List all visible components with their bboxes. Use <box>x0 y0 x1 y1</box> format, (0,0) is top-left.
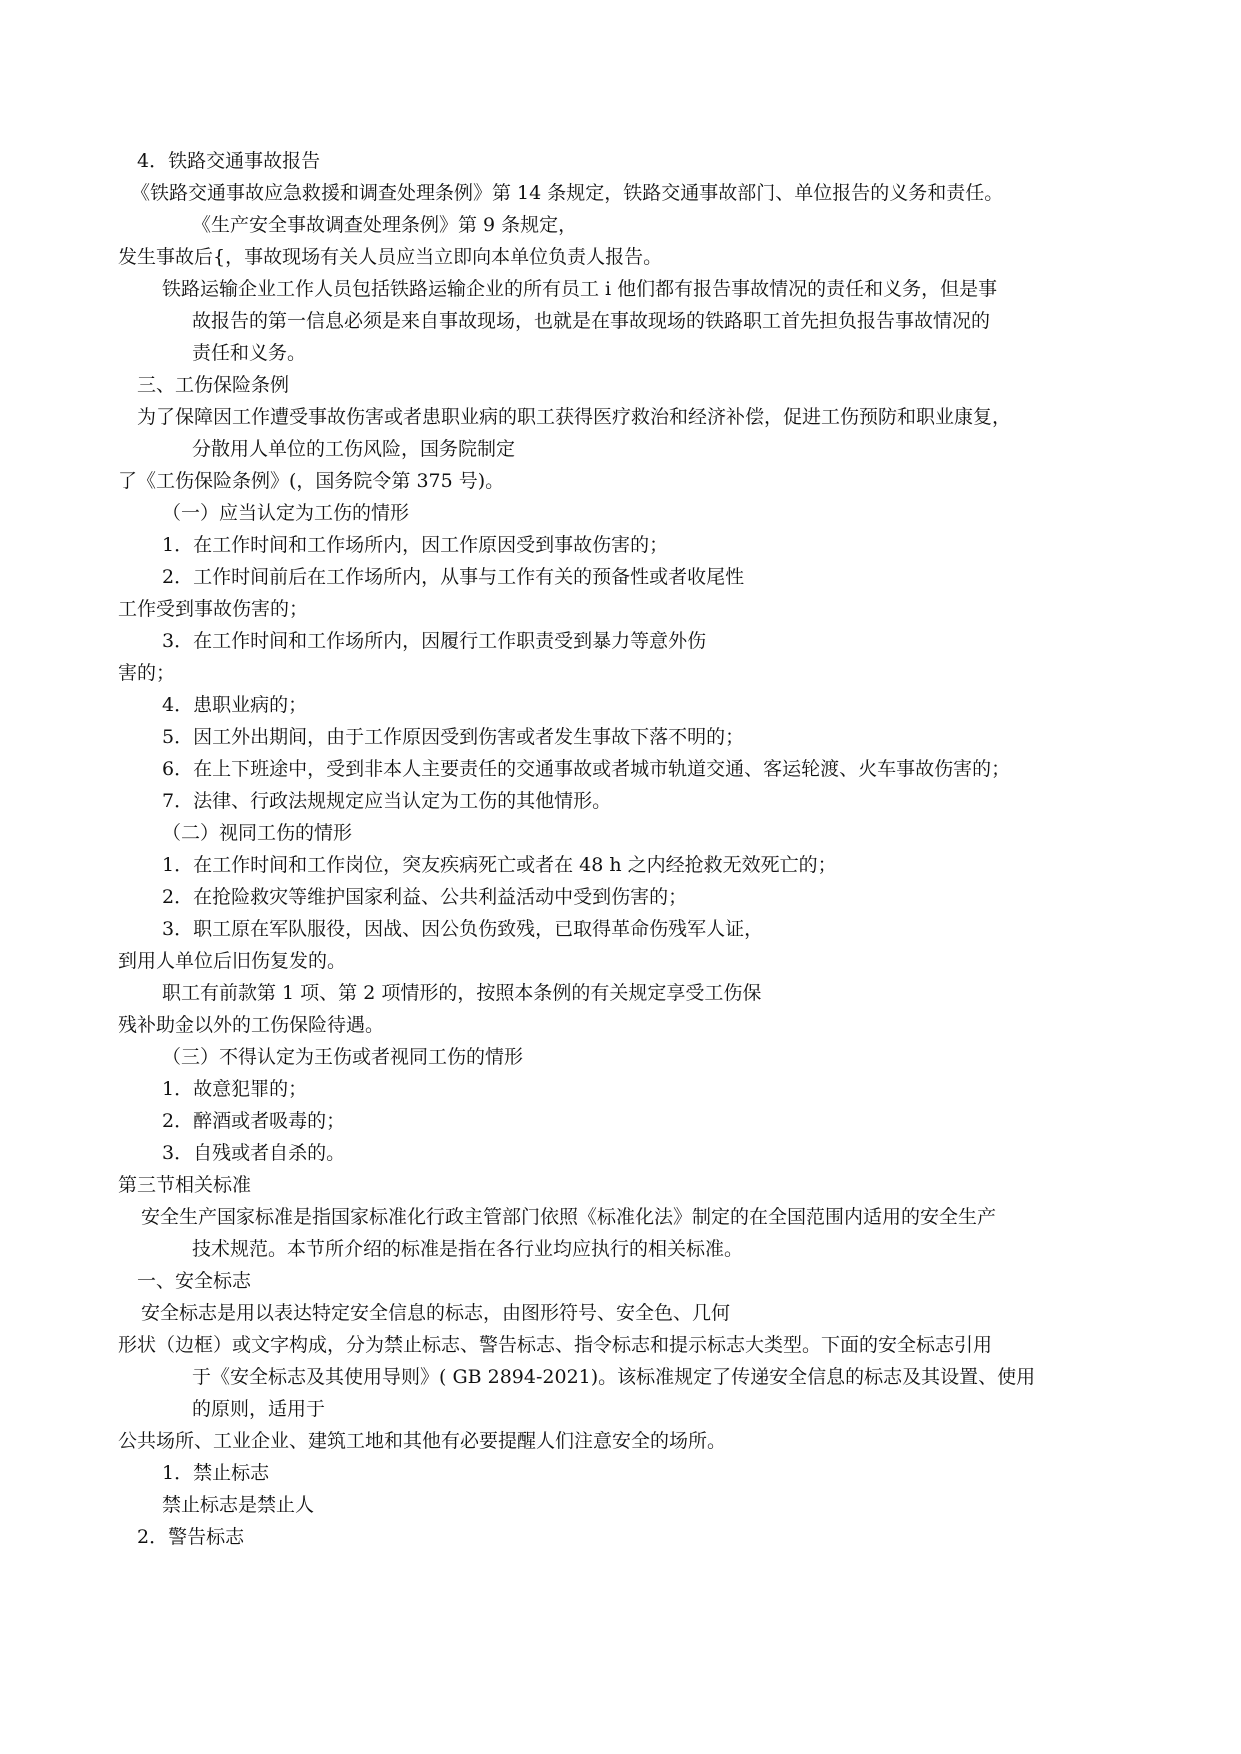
list-item: 3．职工原在军队服役，因战、因公负伤致残，已取得革命伤残军人证， <box>162 918 764 940</box>
paragraph-line: 禁止标志是禁止人 <box>162 1494 315 1516</box>
paragraph-line: 故报告的第一信息必须是来自事故现场，也就是在事故现场的铁路职工首先担负报告事故情况的 <box>192 310 991 332</box>
subheading-warning-signs: 2．警告标志 <box>137 1526 245 1548</box>
list-item: 5．因工外出期间，由于工作原因受到伤害或者发生事故下落不明的； <box>162 726 745 748</box>
paragraph-line: 职工有前款第 1 项、第 2 项情形的，按照本条例的有关规定享受工伤保 <box>162 982 762 1004</box>
subsection-heading: （一）应当认定为工伤的情形 <box>162 502 410 524</box>
list-item: 1．故意犯罪的； <box>162 1078 308 1100</box>
list-item: 6．在上下班途中，受到非本人主要责任的交通事故或者城市轨道交通、客运轮渡、火车事故伤害的； <box>162 758 1011 780</box>
paragraph-line: 形状（边框）或文字构成，分为禁止标志、警告标志、指令标志和提示标志大类型。下面的安全标志引用 <box>118 1334 993 1356</box>
list-item: 2．工作时间前后在工作场所内，从事与工作有关的预备性或者收尾性 <box>162 566 745 588</box>
section-heading-work-injury-insurance: 三、工伤保险条例 <box>137 374 290 396</box>
paragraph-line: 安全生产国家标准是指国家标准化行政主管部门依照《标准化法》制定的在全国范围内适用的安全生产 <box>141 1206 997 1228</box>
paragraph-line: 责任和义务。 <box>192 342 307 364</box>
subsection-heading: （三）不得认定为王伤或者视同工伤的情形 <box>162 1046 524 1068</box>
list-item: 1．在工作时间和工作岗位，突友疾病死亡或者在 48 h 之内经抢救无效死亡的； <box>162 854 837 876</box>
list-item: 1．在工作时间和工作场所内，因工作原因受到事故伤害的； <box>162 534 669 556</box>
paragraph-line: 分散用人单位的工伤风险，国务院制定 <box>192 438 516 460</box>
list-item: 7．法律、行政法规规定应当认定为工伤的其他情形。 <box>162 790 612 812</box>
paragraph-line: 于《安全标志及其使用导则》( GB 2894-2021)。该标准规定了传递安全信息的标志及其设置、使用 <box>192 1366 1036 1388</box>
paragraph-line: 铁路运输企业工作人员包括铁路运输企业的所有员工 i 他们都有报告事故情况的责任和义务，但是事 <box>162 278 998 300</box>
subsection-heading: （二）视同工伤的情形 <box>162 822 353 844</box>
paragraph-line: 安全标志是用以表达特定安全信息的标志，由图形符号、安全色、几何 <box>141 1302 731 1324</box>
paragraph-line: 公共场所、工业企业、建筑工地和其他有必要提醒人们注意安全的场所。 <box>118 1430 727 1452</box>
section-heading-related-standards: 第三节相关标准 <box>118 1174 252 1196</box>
paragraph-line: 《铁路交通事故应急救援和调查处理条例》第 14 条规定，铁路交通事故部门、单位报告的义务和责任。 <box>131 182 1004 204</box>
section-heading-safety-signs: 一、安全标志 <box>137 1270 252 1292</box>
list-item: 2．在抢险救灾等维护国家利益、公共利益活动中受到伤害的； <box>162 886 688 908</box>
list-item-continuation: 工作受到事故伤害的； <box>118 598 309 620</box>
list-item: 4．患职业病的； <box>162 694 308 716</box>
paragraph-line: 技术规范。本节所介绍的标准是指在各行业均应执行的相关标准。 <box>192 1238 744 1260</box>
paragraph-line: 的原则，适用于 <box>192 1398 326 1420</box>
list-item-continuation: 到用人单位后旧伤复发的。 <box>118 950 347 972</box>
list-item: 2．醉酒或者吸毒的； <box>162 1110 346 1132</box>
list-item: 3．在工作时间和工作场所内，因履行工作职责受到暴力等意外伤 <box>162 630 707 652</box>
paragraph-line: 发生事故后{，事故现场有关人员应当立即向本单位负责人报告。 <box>118 246 663 268</box>
paragraph-line: 为了保障因工作遭受事故伤害或者患职业病的职工获得医疗救治和经济补偿，促进工伤预防和职业康复， <box>137 406 1012 428</box>
paragraph-line: 残补助金以外的工伤保险待遇。 <box>118 1014 385 1036</box>
list-item-continuation: 害的； <box>118 662 176 684</box>
paragraph-line: 《生产安全事故调查处理条例》第 9 条规定， <box>192 214 578 236</box>
subheading-prohibition-signs: 1．禁止标志 <box>162 1462 270 1484</box>
list-item: 3．自残或者自杀的。 <box>162 1142 346 1164</box>
paragraph-line: 了《工伤保险条例》(，国务院令第 375 号)。 <box>118 470 505 492</box>
heading-railway-accident-report: 4．铁路交通事故报告 <box>137 150 321 172</box>
